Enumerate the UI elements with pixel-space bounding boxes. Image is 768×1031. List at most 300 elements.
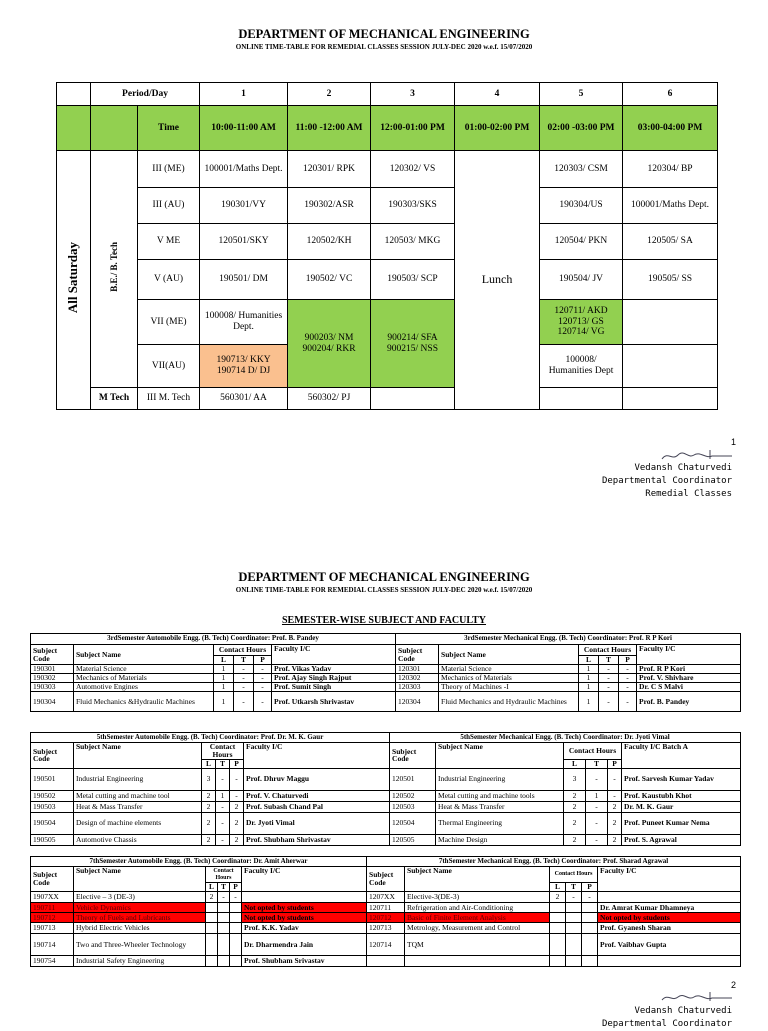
slot-line: 900214/ SFA: [387, 332, 438, 343]
hours-t: -: [234, 665, 254, 674]
col-name: Subject Name: [405, 867, 550, 892]
slot-cell: 190302/ASR: [288, 188, 371, 224]
sem5-rows: [31, 768, 741, 845]
subject-name: Refrigeration and Air-Conditioning: [405, 903, 550, 913]
hours-p: 2: [608, 801, 622, 812]
hours-l: 1: [214, 683, 234, 692]
col-t: T: [566, 883, 582, 892]
col-faculty: Faculty I/C: [272, 645, 396, 665]
slot-cell: [623, 345, 718, 388]
col-t: T: [234, 656, 254, 665]
sem5-au-title: 5thSemester Automobile Engg. (B. Tech) Coordinator: Prof. Dr. M. K. Gaur: [31, 733, 390, 743]
slot-cell: [623, 300, 718, 345]
hours-t: -: [216, 812, 230, 834]
page2-title: DEPARTMENT OF MECHANICAL ENGINEERING: [238, 570, 530, 584]
slot-line: 100008/: [565, 355, 597, 366]
slot-line: 190714 D/ DJ: [216, 366, 271, 376]
slot-cell: 190505/ SS: [623, 260, 718, 300]
hours-l: [206, 913, 218, 923]
faculty-name: Prof. Puneet Kumar Nema: [622, 812, 741, 834]
sem7-au-title: 7thSemester Automobile Engg. (B. Tech) Coordinator: Dr. Amit Aherwar: [31, 857, 367, 867]
slot-cell: 190303/SKS: [371, 188, 455, 224]
faculty-name: Prof. S. Agrawal: [622, 834, 741, 845]
time-label: Time: [138, 106, 200, 151]
table-row: [31, 768, 741, 790]
subject-name: Elective-3(DE-3): [405, 892, 550, 903]
page1-title: DEPARTMENT OF MECHANICAL ENGINEERING: [238, 27, 530, 41]
hours-p: [582, 923, 598, 934]
subject-name: Heat & Mass Transfer: [74, 801, 202, 812]
slot-cell: 120501/SKY: [200, 224, 288, 260]
subject-code: 120501: [390, 768, 436, 790]
col-contact: Contact Hours: [579, 645, 637, 656]
col-contact: Contact Hours: [550, 867, 598, 883]
hours-t: -: [599, 674, 619, 683]
slot-cell: [540, 388, 623, 410]
slot-cell: 190304/US: [540, 188, 623, 224]
col-faculty: Faculty I/C: [598, 867, 741, 892]
subject-name: Two and Three-Wheeler Technology: [74, 934, 206, 956]
subject-code: 120711: [367, 903, 405, 913]
hours-t: -: [586, 812, 608, 834]
subject-code: 120502: [390, 790, 436, 801]
hours-t: -: [599, 692, 619, 712]
col-name: Subject Name: [74, 743, 202, 769]
subject-name: Automotive Engines: [74, 683, 214, 692]
hours-l: 1: [214, 674, 234, 683]
hours-t: [218, 903, 230, 913]
slot-cell: 120502/KH: [288, 224, 371, 260]
blank-cell: [57, 83, 91, 106]
col-contact: Contact Hours: [214, 645, 272, 656]
col-code: Subject Code: [390, 743, 436, 769]
hours-p: -: [254, 683, 272, 692]
col-faculty-batch-a: Faculty I/C Batch A: [622, 743, 741, 769]
subject-code: 120301: [396, 665, 439, 674]
hours-p: 2: [230, 812, 244, 834]
subject-code: 1207XX: [367, 892, 405, 903]
signature-role: Departmental Coordinator: [601, 476, 732, 486]
hours-t: -: [599, 665, 619, 674]
class-label: VII (ME): [138, 300, 200, 345]
hours-p: -: [254, 692, 272, 712]
table-row: [31, 683, 741, 692]
hours-t: -: [234, 692, 254, 712]
hours-l: [550, 903, 566, 913]
slot-line: 900204/ RKR: [302, 343, 356, 354]
hours-t: -: [566, 892, 582, 903]
subject-code: 120714: [367, 934, 405, 956]
col-t: T: [586, 759, 608, 768]
faculty-name: Prof. K.K. Yadav: [242, 923, 367, 934]
time-slot: 03:00-04:00 PM: [623, 106, 718, 151]
subject-name: Metrology, Measurement and Control: [405, 923, 550, 934]
table-row: [31, 903, 741, 913]
subject-code: 190711: [31, 903, 74, 913]
col-p: P: [230, 759, 244, 768]
program-cell: [91, 151, 138, 388]
subject-name: Vehicle Dynamics: [74, 903, 206, 913]
subject-name: Material Science: [439, 665, 579, 674]
period-5-header: 5: [540, 83, 623, 106]
subject-name: Design of machine elements: [74, 812, 202, 834]
timetable: [56, 82, 718, 410]
subject-name: Basic of Finite Element Analysis: [405, 913, 550, 923]
slot-cell: 120504/ PKN: [540, 224, 623, 260]
faculty-name: Not opted by students: [242, 913, 367, 923]
faculty-name: Dr. Jyoti Vimal: [244, 812, 390, 834]
class-label: III (ME): [138, 151, 200, 188]
hours-l: [550, 923, 566, 934]
hours-t: -: [234, 683, 254, 692]
subject-code: 190754: [31, 956, 74, 967]
hours-l: 2: [564, 801, 586, 812]
hours-l: 1: [579, 692, 599, 712]
faculty-name: Prof. Sarvesh Kumar Yadav: [622, 768, 741, 790]
subject-name: Theory of Machines -I: [439, 683, 579, 692]
hours-l: 2: [202, 834, 216, 845]
period-4-header: 4: [455, 83, 540, 106]
hours-l: [550, 956, 566, 967]
col-t: T: [218, 883, 230, 892]
subject-code: 190304: [31, 692, 74, 712]
hours-t: -: [599, 683, 619, 692]
hours-p: [230, 903, 242, 913]
subject-name: Metal cutting and machine tool: [74, 790, 202, 801]
faculty-name: Prof. Vikas Yadav: [272, 665, 396, 674]
slot-cell: 190502/ VC: [288, 260, 371, 300]
slot-cell: 190504/ JV: [540, 260, 623, 300]
hours-p: 2: [608, 812, 622, 834]
hours-t: -: [586, 768, 608, 790]
hours-p: 2: [230, 801, 244, 812]
subject-code: 120713: [367, 923, 405, 934]
col-code: Subject Code: [31, 645, 74, 665]
faculty-name: Prof. Ajay Singh Rajput: [272, 674, 396, 683]
hours-l: 2: [202, 812, 216, 834]
subject-name: Machine Design: [436, 834, 564, 845]
faculty-name: Prof. Gyanesh Sharan: [598, 923, 741, 934]
slot-line: 120711/ AKD: [554, 305, 608, 316]
faculty-name: Dr. C S Malvi: [637, 683, 741, 692]
table-row: [31, 692, 741, 712]
slot-cell: [200, 345, 288, 388]
hours-p: [230, 913, 242, 923]
table-row: [31, 923, 741, 934]
subject-name: [405, 956, 550, 967]
subject-name: Metal cutting and machine tools: [436, 790, 564, 801]
hours-t: [218, 956, 230, 967]
table-row: [31, 913, 741, 923]
subject-name: Thermal Engineering: [436, 812, 564, 834]
time-slot: 11:00 -12:00 AM: [288, 106, 371, 151]
subject-name: Industrial Engineering: [74, 768, 202, 790]
faculty-name: Prof. Vaibhav Gupta: [598, 934, 741, 956]
hours-l: 1: [579, 665, 599, 674]
col-contact: Contact Hours: [202, 743, 244, 760]
class-label: III (AU): [138, 188, 200, 224]
subject-code: 190302: [31, 674, 74, 683]
hours-t: [566, 913, 582, 923]
slot-line: 120713/ GS: [558, 316, 604, 327]
subject-name: Heat & Mass Transfer: [436, 801, 564, 812]
faculty-name: Dr. Amrat Kumar Dhamneya: [598, 903, 741, 913]
hours-l: 3: [202, 768, 216, 790]
col-p: P: [582, 883, 598, 892]
faculty-name: Prof. Shubham Srivastav: [242, 956, 367, 967]
subject-code: [367, 956, 405, 967]
slot-cell: 100001/Maths Dept.: [200, 151, 288, 188]
sem5-table: [30, 732, 741, 846]
col-l: L: [550, 883, 566, 892]
hours-t: [218, 913, 230, 923]
table-row: [31, 801, 741, 812]
hours-p: 2: [230, 834, 244, 845]
hours-l: 1: [214, 665, 234, 674]
hours-p: -: [254, 674, 272, 683]
hours-p: [230, 956, 242, 967]
hours-l: 1: [579, 674, 599, 683]
hours-p: 2: [608, 834, 622, 845]
sem5-me-title: 5thSemester Mechanical Engg. (B. Tech) Coordinator: Dr. Jyoti Vimal: [390, 733, 741, 743]
subject-name: Mechanics of Materials: [74, 674, 214, 683]
subject-code: 120503: [390, 801, 436, 812]
slot-cell: [540, 300, 623, 345]
signature-name: Vedansh Chaturvedi: [634, 463, 732, 473]
table-row: [31, 892, 741, 903]
hours-t: -: [586, 801, 608, 812]
hours-p: -: [619, 674, 637, 683]
col-t: T: [599, 656, 619, 665]
subject-code: 190301: [31, 665, 74, 674]
hours-l: [206, 934, 218, 956]
subject-code: 190303: [31, 683, 74, 692]
faculty-name: [598, 956, 741, 967]
table-row: [31, 934, 741, 956]
subject-name: Industrial Engineering: [436, 768, 564, 790]
col-code: Subject Code: [31, 867, 74, 892]
subject-code: 190713: [31, 923, 74, 934]
hours-l: [550, 913, 566, 923]
subject-code: 190504: [31, 812, 74, 834]
class-label: III M. Tech: [138, 388, 200, 410]
slot-cell: 120304/ BP: [623, 151, 718, 188]
faculty-name: Prof. Dhruv Maggu: [244, 768, 390, 790]
blank-cell: [91, 106, 138, 151]
faculty-name: Prof. Shubham Shrivastav: [244, 834, 390, 845]
subject-code: 190712: [31, 913, 74, 923]
subject-name: Fluid Mechanics and Hydraulic Machines: [439, 692, 579, 712]
time-slot: 02:00 -03:00 PM: [540, 106, 623, 151]
faculty-name: Prof. Subash Chand Pal: [244, 801, 390, 812]
slot-cell: [371, 388, 455, 410]
hours-l: 2: [202, 790, 216, 801]
hours-t: 1: [216, 790, 230, 801]
slot-cell: [540, 345, 623, 388]
hours-p: [230, 923, 242, 934]
slot-line: 190713/ KKY: [216, 355, 271, 366]
subject-name: Fluid Mechanics &Hydraulic Machines: [74, 692, 214, 712]
subject-name: Theory of Fuels and Lubricants: [74, 913, 206, 923]
time-slot: 01:00-02:00 PM: [455, 106, 540, 151]
subject-name: Material Science: [74, 665, 214, 674]
col-l: L: [564, 759, 586, 768]
subject-name: Mechanics of Materials: [439, 674, 579, 683]
page-number: 2: [731, 980, 737, 990]
col-p: P: [608, 759, 622, 768]
slot-cell-elective-a: [288, 300, 371, 388]
page-number: 1: [731, 437, 737, 447]
slot-cell: 100001/Maths Dept.: [623, 188, 718, 224]
col-faculty: Faculty I/C: [244, 743, 390, 769]
signature-image: [660, 447, 735, 463]
subject-code: 190505: [31, 834, 74, 845]
subject-code: 120304: [396, 692, 439, 712]
hours-l: [206, 956, 218, 967]
subject-code: 1907XX: [31, 892, 74, 903]
subject-code: 190502: [31, 790, 74, 801]
hours-p: -: [254, 665, 272, 674]
hours-l: 2: [564, 834, 586, 845]
slot-line: 900215/ NSS: [387, 343, 438, 354]
hours-t: -: [216, 801, 230, 812]
col-code: Subject Code: [367, 867, 405, 892]
day-label: All Saturday: [65, 242, 81, 314]
lunch-cell: Lunch: [455, 151, 540, 410]
class-label: V ME: [138, 224, 200, 260]
signature-block: [602, 462, 732, 501]
table-row: [31, 834, 741, 845]
subject-code: 190714: [31, 934, 74, 956]
slot-cell: 560302/ PJ: [288, 388, 371, 410]
faculty-name: Dr. Dharmendra Jain: [242, 934, 367, 956]
sem7-table: [30, 856, 741, 967]
time-slot: 10:00-11:00 AM: [200, 106, 288, 151]
faculty-name: [598, 892, 741, 903]
slot-line: 120714/ VG: [557, 327, 605, 338]
faculty-name: Prof. Sumit Singh: [272, 683, 396, 692]
slot-cell-elective-b: [371, 300, 455, 388]
hours-l: [206, 903, 218, 913]
col-name: Subject Name: [439, 645, 579, 665]
subject-name: Automotive Chassis: [74, 834, 202, 845]
subject-code: 190503: [31, 801, 74, 812]
slot-cell: 120302/ VS: [371, 151, 455, 188]
subject-code: 120303: [396, 683, 439, 692]
sem3-au-title: 3rdSemester Automobile Engg. (B. Tech) Coordinator: Prof. B. Pandey: [31, 634, 396, 645]
hours-t: [566, 903, 582, 913]
hours-l: 2: [550, 892, 566, 903]
col-name: Subject Name: [436, 743, 564, 769]
subject-name: Elective – 3 (DE-3): [74, 892, 206, 903]
hours-p: [582, 934, 598, 956]
col-code: Subject Code: [396, 645, 439, 665]
faculty-name: Prof. Utkarsh Shrivastav: [272, 692, 396, 712]
faculty-name: Prof. R P Kori: [637, 665, 741, 674]
col-p: P: [254, 656, 272, 665]
hours-t: [218, 934, 230, 956]
period-day-header: Period/Day: [91, 83, 200, 106]
slot-cell: 100008/ Humanities Dept.: [200, 300, 288, 345]
sem7-me-title: 7thSemester Mechanical Engg. (B. Tech) Coordinator: Prof. Sharad Agrawal: [367, 857, 741, 867]
period-1-header: 1: [200, 83, 288, 106]
hours-l: 1: [214, 692, 234, 712]
slot-line: Humanities Dept: [548, 366, 614, 376]
subject-code: 120504: [390, 812, 436, 834]
col-name: Subject Name: [74, 867, 206, 892]
col-code: Subject Code: [31, 743, 74, 769]
faculty-name: [242, 892, 367, 903]
hours-p: [230, 934, 242, 956]
table-row: [31, 790, 741, 801]
hours-t: -: [586, 834, 608, 845]
sem7-rows: [31, 892, 741, 967]
col-l: L: [214, 656, 234, 665]
slot-cell: 190501/ DM: [200, 260, 288, 300]
hours-p: -: [608, 790, 622, 801]
hours-p: [582, 903, 598, 913]
time-slot: 12:00-01:00 PM: [371, 106, 455, 151]
hours-l: [206, 923, 218, 934]
col-faculty: Faculty I/C: [242, 867, 367, 892]
hours-l: 3: [564, 768, 586, 790]
hours-t: -: [234, 674, 254, 683]
hours-l: 2: [564, 790, 586, 801]
page2-subtitle: ONLINE TIME-TABLE FOR REMEDIAL CLASSES SESSION JULY-DEC 2020 w.e.f. 15/07/2020: [235, 586, 533, 594]
hours-t: 1: [586, 790, 608, 801]
signature-role: Departmental Coordinator: [601, 1019, 732, 1029]
hours-p: -: [230, 768, 244, 790]
signature-name: Vedansh Chaturvedi: [634, 1006, 732, 1016]
subject-code: 190501: [31, 768, 74, 790]
slot-cell: 120503/ MKG: [371, 224, 455, 260]
faculty-name: Prof. B. Pandey: [637, 692, 741, 712]
col-p: P: [230, 883, 242, 892]
slot-cell: 190301/VY: [200, 188, 288, 224]
program-btech-label: B.E./ B. Tech: [108, 242, 119, 292]
hours-p: -: [619, 665, 637, 674]
hours-t: [566, 956, 582, 967]
blank-cell: [57, 106, 91, 151]
subject-name: TQM: [405, 934, 550, 956]
col-contact: Contact Hours: [564, 743, 622, 760]
hours-t: [566, 934, 582, 956]
class-label: VII(AU): [138, 345, 200, 388]
class-label: V (AU): [138, 260, 200, 300]
col-l: L: [206, 883, 218, 892]
subject-code: 120712: [367, 913, 405, 923]
signature-block: [602, 1005, 732, 1031]
hours-p: -: [619, 683, 637, 692]
table-row: [31, 956, 741, 967]
hours-t: -: [216, 768, 230, 790]
hours-l: 2: [202, 801, 216, 812]
hours-p: [582, 913, 598, 923]
col-l: L: [202, 759, 216, 768]
hours-l: [550, 934, 566, 956]
slot-cell: [623, 388, 718, 410]
slot-cell: 120505/ SA: [623, 224, 718, 260]
subject-name: Hybrid Electric Vehicles: [74, 923, 206, 934]
hours-p: -: [230, 790, 244, 801]
hours-p: -: [582, 892, 598, 903]
col-t: T: [216, 759, 230, 768]
col-p: P: [619, 656, 637, 665]
signature-unit: Remedial Classes: [645, 489, 732, 499]
sem3-rows: [31, 665, 741, 712]
program-mtech-label: M Tech: [91, 388, 138, 410]
hours-p: -: [230, 892, 242, 903]
